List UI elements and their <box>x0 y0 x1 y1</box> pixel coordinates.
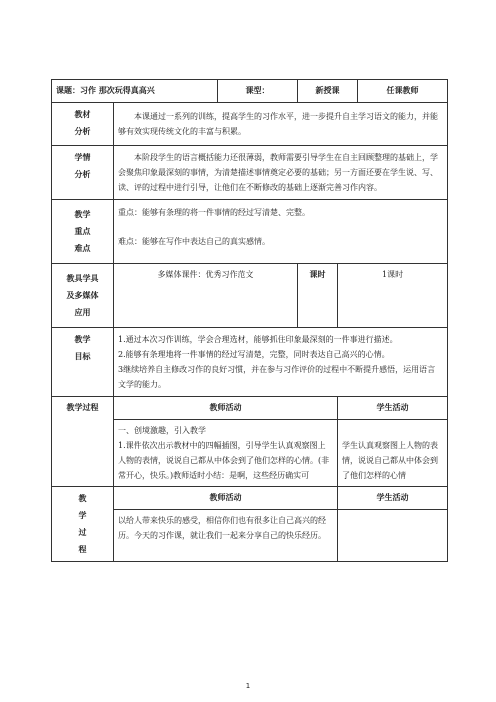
learner-analysis-label: 学情 分析 <box>52 146 114 200</box>
teacher-label: 任课教师 <box>358 80 448 103</box>
content-analysis-label: 教材 分析 <box>52 103 114 146</box>
process2-head-row <box>52 487 448 510</box>
learner-analysis-text: 本阶段学生的语言概括能力还很薄弱，教师需要引导学生在自主回顾整理的基础上，学会聚焦印象最深刻的事情，为清楚描述事情奠定必要的基础；另一方面还要在学生说、写、读、评的过程中进行引导，让他们在不断修改的基础上逐渐完善习作内容。 <box>114 146 448 200</box>
process2-student-text <box>338 510 448 562</box>
media-row <box>52 264 448 328</box>
focus-row <box>52 200 448 264</box>
learner-analysis-row <box>52 146 448 200</box>
goal-item: 2.能够有条理地将一件事情的经过写清楚，完整，同时表达自己高兴的心情。 <box>118 350 390 359</box>
difficulty-point: 难点：能够在写作中表达自己的真实感情。 <box>118 237 270 246</box>
goal-item: 1.通过本次习作训练，学会合理选材，能够抓住印象最深刻的一件事进行描述。 <box>118 335 398 344</box>
goals-row <box>52 328 448 397</box>
goals-label: 教学 目标 <box>52 328 114 397</box>
process2-teacher-text: 以给人带来快乐的感受，相信你们也有很多让自己高兴的经历。今天的习作课，就让我们一起来分享自己的快乐经历。 <box>114 510 338 562</box>
process1-student-head: 学生活动 <box>338 397 448 420</box>
focus-text <box>114 200 448 264</box>
goal-item: 3继续培养自主修改习作的良好习惯，并在参与习作评价的过程中不断提升感悟，运用语言文学的能力。 <box>118 365 436 389</box>
goals-text <box>114 328 448 397</box>
content-analysis-row <box>52 103 448 146</box>
process1-head-row <box>52 397 448 420</box>
process1-teacher-text: 一、创境激趣，引入教学 1.课件依次出示教材中的四幅插图，引导学生认真观察图上人物的表情，说说自己都从中体会到了他们怎样的心情。(非常开心，快乐。)教师适时小结：是啊，这些经历确实可 <box>114 420 338 487</box>
topic-cell: 课题：习作 那次玩得真高兴 <box>52 80 218 103</box>
process1-label: 教学过程 <box>52 397 114 487</box>
media-text: 多媒体课件：优秀习作范文 <box>114 264 298 328</box>
hours-label: 课时 <box>298 264 338 328</box>
content-analysis-text: 本课通过一系列的训练，提高学生的习作水平，进一步提升自主学习语文的能力，并能够有效实现传统文化的丰富与积累。 <box>114 103 448 146</box>
type-label: 课型： <box>218 80 298 103</box>
header-row <box>52 80 448 103</box>
process2-label: 教 学 过 程 <box>52 487 114 562</box>
process2-student-head: 学生活动 <box>338 487 448 510</box>
key-point: 重点：能够有条理的将一件事情的经过写清楚、完整。 <box>118 208 310 217</box>
process1-student-text: 学生认真观察图上人物的表情，说说自己都从中体会到了他们怎样的心情 <box>338 420 448 487</box>
focus-label: 教学 重点 难点 <box>52 200 114 264</box>
process2-teacher-head: 教师活动 <box>114 487 338 510</box>
process1-teacher-head: 教师活动 <box>114 397 338 420</box>
media-label: 教具学具 及多媒体 应用 <box>52 264 114 328</box>
hours-value: 1课时 <box>338 264 448 328</box>
page-number: 1 <box>245 682 251 690</box>
type-value: 新授课 <box>298 80 358 103</box>
lesson-plan-table <box>51 79 448 562</box>
